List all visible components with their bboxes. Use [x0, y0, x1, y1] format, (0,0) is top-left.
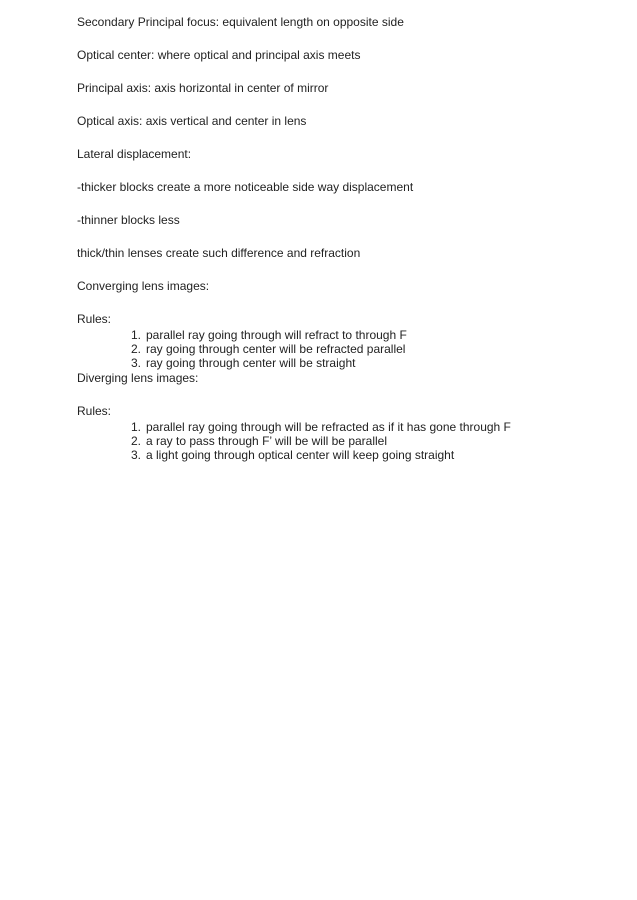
lateral-displacement-heading: Lateral displacement:	[77, 147, 192, 161]
principal-axis-line: Principal axis: axis horizontal in center of mirror	[77, 81, 329, 95]
list-number: 3.	[130, 356, 141, 370]
list-item-text: ray going through center will be straight	[146, 356, 356, 370]
list-number: 2.	[130, 434, 141, 448]
diverging-rules-label: Rules:	[77, 404, 112, 418]
list-item	[77, 356, 597, 370]
thinner-blocks-line: -thinner blocks less	[77, 213, 180, 227]
thick-thin-lenses-line: thick/thin lenses create such difference and refraction	[77, 246, 361, 260]
list-item-text: parallel ray going through will refract to through F	[146, 328, 407, 342]
optical-axis-line: Optical axis: axis vertical and center in lens	[77, 114, 307, 128]
thicker-blocks-line: -thicker blocks create a more noticeable side way displacement	[77, 180, 414, 194]
list-item	[77, 434, 597, 448]
list-number: 3.	[130, 448, 141, 462]
converging-rules-label: Rules:	[77, 312, 112, 326]
list-number: 1.	[130, 420, 141, 434]
optical-center-line: Optical center: where optical and principal axis meets	[77, 48, 361, 62]
converging-rules-list	[77, 328, 597, 370]
list-number: 1.	[130, 328, 141, 342]
secondary-principal-focus-line: Secondary Principal focus: equivalent length on opposite side	[77, 15, 404, 29]
list-item-text: a light going through optical center will keep going straight	[146, 448, 455, 462]
list-item-text: parallel ray going through will be refracted as if it has gone through F	[146, 420, 511, 434]
list-item	[77, 342, 597, 356]
diverging-heading: Diverging lens images:	[77, 371, 199, 385]
list-item	[77, 420, 597, 434]
list-item-text: ray going through center will be refracted parallel	[146, 342, 406, 356]
list-item	[77, 448, 597, 462]
diverging-rules-list	[77, 420, 597, 462]
list-item	[77, 328, 597, 342]
list-item-text: a ray to pass through F’ will be will be parallel	[146, 434, 388, 448]
list-number: 2.	[130, 342, 141, 356]
converging-heading: Converging lens images:	[77, 279, 210, 293]
document-body	[77, 14, 597, 462]
